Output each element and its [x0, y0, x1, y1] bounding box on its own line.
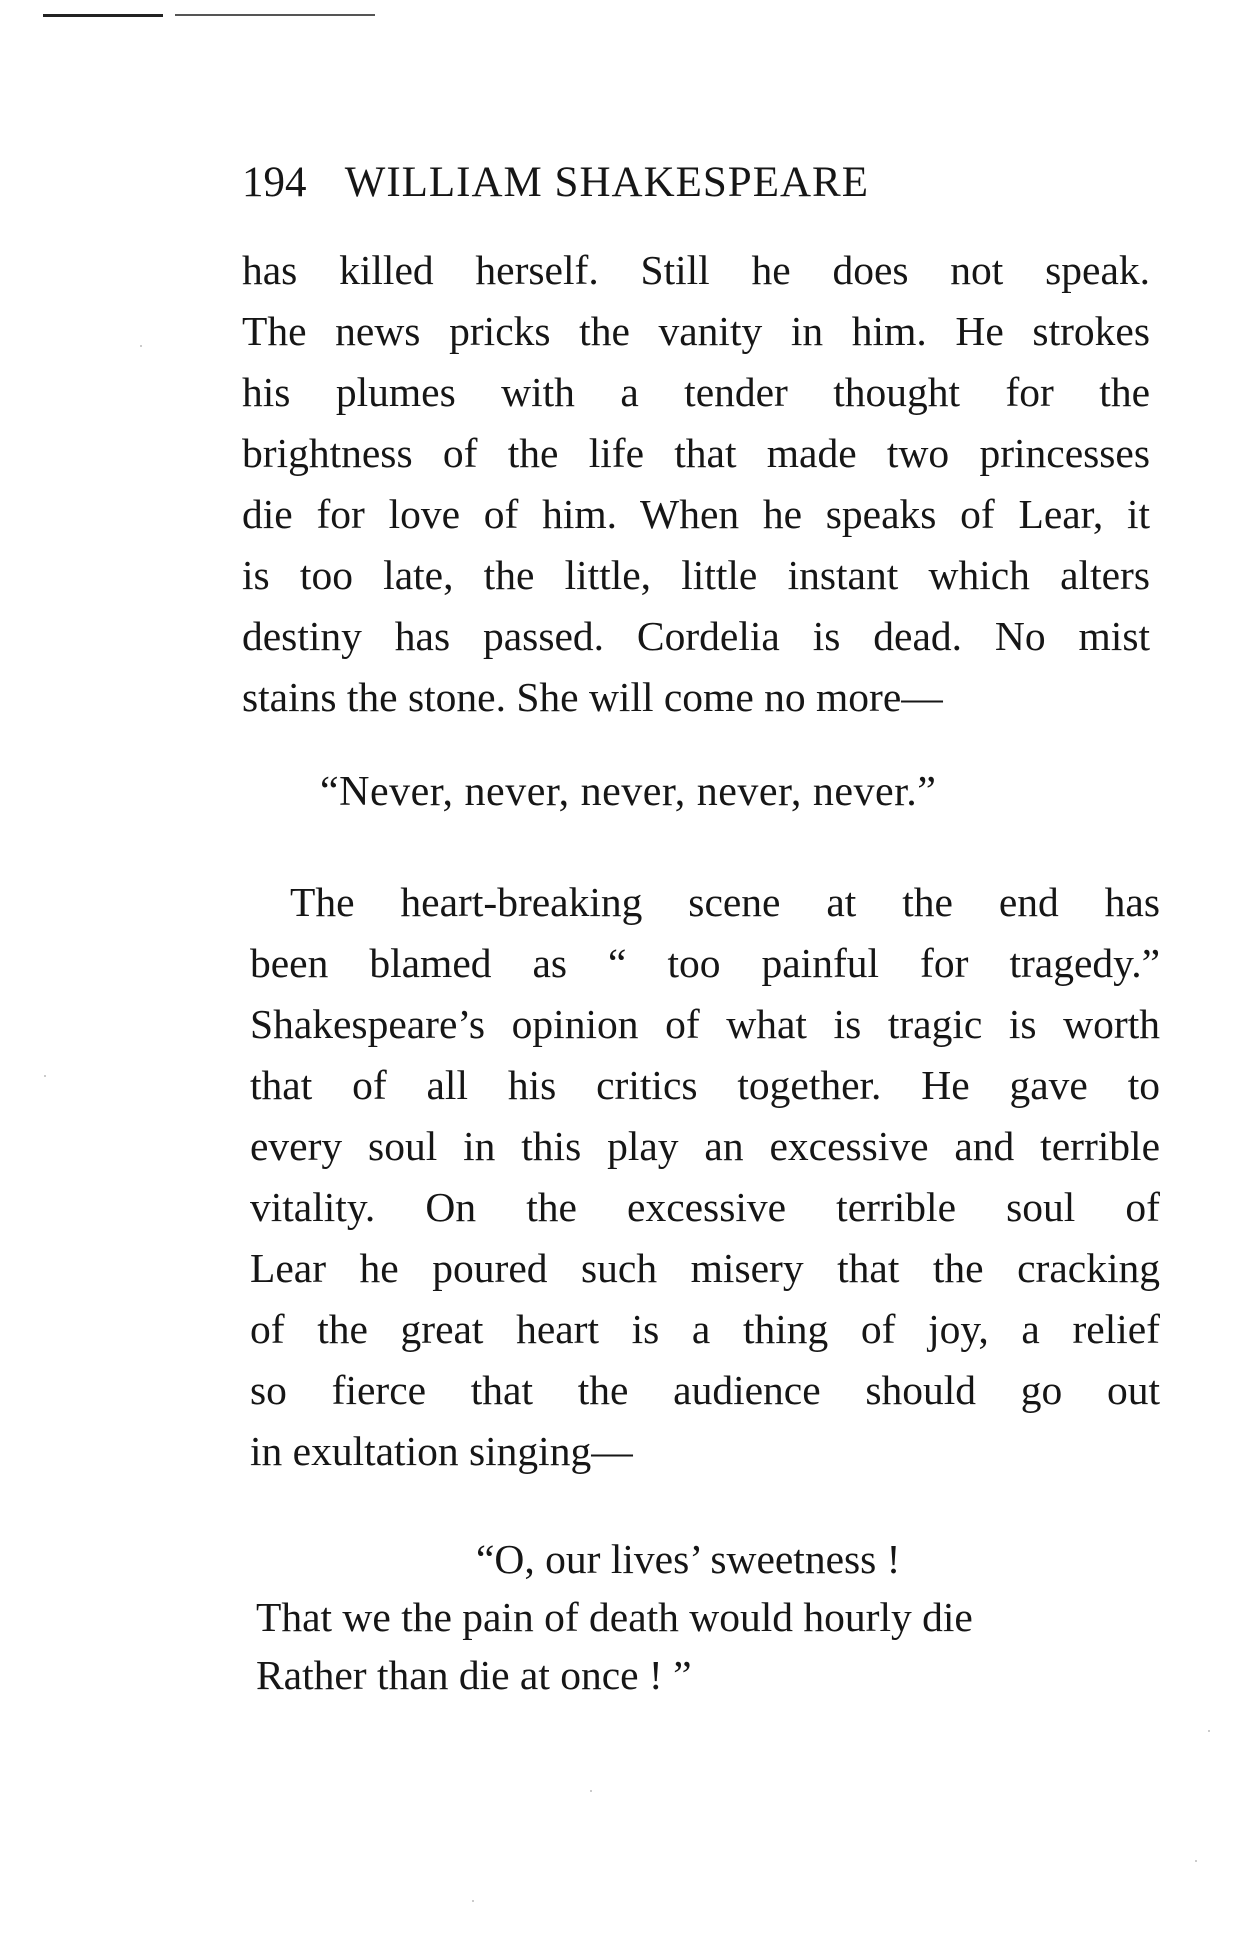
paragraph-2: [250, 872, 1160, 1482]
paper-speck: [590, 1790, 592, 1792]
text-line: stains the stone. She will come no more—: [242, 674, 943, 720]
text-line: die for love of him. When he speaks of Lear, it: [242, 491, 1150, 537]
verse-line: That we the pain of death would hourly die: [256, 1594, 973, 1640]
text-line: has killed herself. Still he does not speak.: [242, 247, 1150, 293]
top-rule-faint: [175, 14, 375, 16]
text-line: vitality. On the excessive terrible soul of: [250, 1184, 1160, 1230]
text-line: destiny has passed. Cordelia is dead. No mist: [242, 613, 1150, 659]
text-line: The heart-breaking scene at the end has: [290, 879, 1160, 925]
paragraph-1: [242, 240, 1150, 728]
top-rule: [43, 14, 163, 17]
text-line: his plumes with a tender thought for the: [242, 369, 1150, 415]
paper-speck: [140, 345, 142, 347]
text-line: Shakespeare’s opinion of what is tragic is worth: [250, 1001, 1160, 1047]
text-line: every soul in this play an excessive and terrible: [250, 1123, 1160, 1169]
paper-speck: [1195, 1860, 1197, 1862]
paper-speck: [472, 1900, 474, 1902]
text-line: The news pricks the vanity in him. He strokes: [242, 308, 1150, 354]
paper-speck: [44, 1075, 46, 1077]
verse-line: Rather than die at once ! ”: [256, 1652, 692, 1698]
verse-quotation: [256, 1530, 1156, 1704]
page-header: [242, 158, 1072, 208]
text-line: of the great heart is a thing of joy, a relief: [250, 1306, 1160, 1352]
text-line: that of all his critics together. He gave to: [250, 1062, 1160, 1108]
text-line: is too late, the little, little instant which alters: [242, 552, 1150, 598]
text-line: brightness of the life that made two princesses: [242, 430, 1150, 476]
paper-speck: [1208, 1730, 1210, 1732]
quotation-lear: “Never, never, never, never, never.”: [320, 769, 937, 815]
page-number: 194: [242, 159, 307, 206]
text-line: in exultation singing—: [250, 1428, 633, 1474]
text-line: so fierce that the audience should go out: [250, 1367, 1160, 1413]
text-line: Lear he poured such misery that the cracking: [250, 1245, 1160, 1291]
text-line: been blamed as “ too painful for tragedy.”: [250, 940, 1160, 986]
verse-line: “O, our lives’ sweetness !: [476, 1536, 901, 1582]
running-head: WILLIAM SHAKESPEARE: [344, 159, 869, 206]
